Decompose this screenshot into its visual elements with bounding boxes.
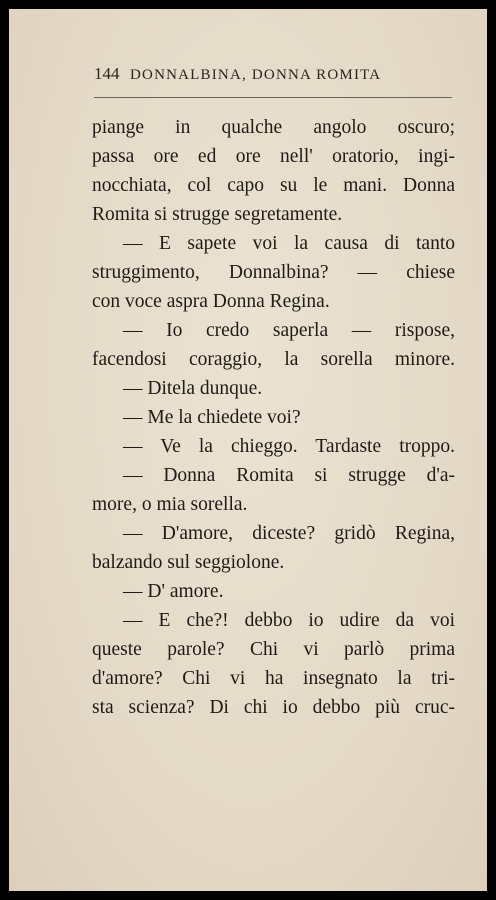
text-line: — Ve la chieggo. Tardaste troppo. — [123, 436, 455, 457]
text-line: — D' amore. — [123, 581, 224, 602]
text-line: sta scienza? Di chi io debbo più cruc- — [92, 697, 455, 718]
page-number: 144 — [94, 64, 120, 83]
text-line: Romita si strugge segretamente. — [92, 204, 343, 225]
text-line: con voce aspra Donna Regina. — [92, 291, 330, 312]
text-line: queste parole? Chi vi parlò prima — [92, 639, 455, 660]
text-line: — Donna Romita si strugge d'a- — [123, 465, 455, 486]
text-line: balzando sul seggiolone. — [92, 552, 285, 573]
text-line: struggimento, Donnalbina? — chiese — [92, 262, 455, 283]
text-line: — D'amore, diceste? gridò Regina, — [123, 523, 455, 544]
text-line: — Me la chiedete voi? — [123, 407, 301, 428]
text-line: — Io credo saperla — rispose, — [123, 320, 455, 341]
text-line: piange in qualche angolo oscuro; — [92, 117, 455, 138]
text-line: more, o mia sorella. — [92, 494, 248, 515]
text-line: — E sapete voi la causa di tanto — [123, 233, 455, 254]
text-line: passa ore ed ore nell' oratorio, ingi- — [92, 146, 455, 167]
body-text — [92, 113, 455, 722]
book-page — [9, 9, 487, 891]
running-title: DONNALBINA, DONNA ROMITA — [130, 67, 382, 83]
text-line: facendosi coraggio, la sorella minore. — [92, 349, 455, 370]
text-line: — E che?! debbo io udire da voi — [123, 610, 455, 631]
page-header — [94, 64, 454, 84]
text-line: nocchiata, col capo su le mani. Donna — [92, 175, 455, 196]
text-line: d'amore? Chi vi ha insegnato la tri- — [92, 668, 455, 689]
text-line: — Ditela dunque. — [123, 378, 263, 399]
header-rule — [94, 97, 452, 98]
